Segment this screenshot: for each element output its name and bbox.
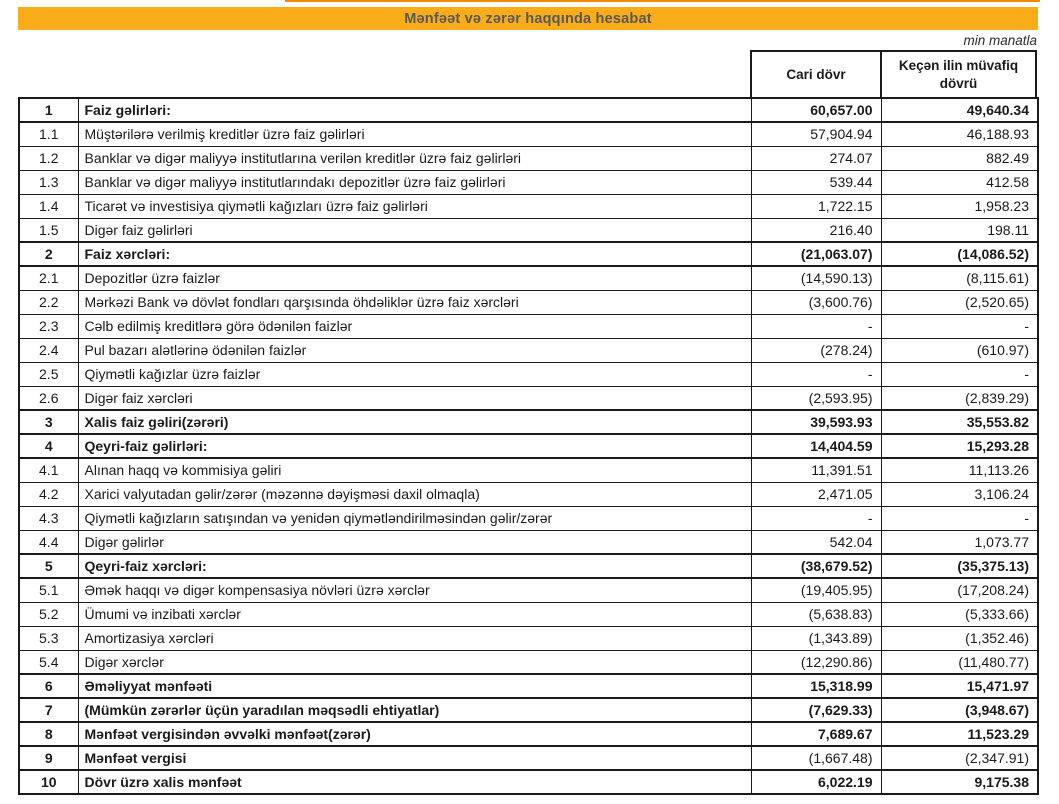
row-number: 2.1 [19, 266, 78, 290]
value-current: 216.40 [751, 218, 881, 242]
value-current: - [751, 506, 881, 530]
value-previous: 1,073.77 [881, 530, 1038, 554]
table-row [19, 482, 1038, 506]
value-current: 11,391.51 [751, 458, 881, 482]
row-label: Xarici valyutadan gəlir/zərər (məzənnə dəyişməsi daxil olmaqla) [78, 482, 751, 506]
row-label: Ticarət və investisiya qiymətli kağızları üzrə faiz gəlirləri [78, 194, 751, 218]
value-previous: (2,839.29) [881, 386, 1038, 410]
column-header-current: Cari dövr [786, 66, 846, 82]
row-number: 10 [19, 770, 78, 794]
table-row [19, 746, 1038, 770]
row-label: Əməliyyat mənfəəti [78, 674, 751, 698]
table-row [19, 98, 1038, 122]
row-label: Depozitlər üzrə faizlər [78, 266, 751, 290]
value-previous: (3,948.67) [881, 698, 1038, 722]
report-title-bar [18, 7, 1038, 30]
row-label: Əmək haqqı və digər kompensasiya növləri üzrə xərclər [78, 578, 751, 602]
table-row [19, 650, 1038, 674]
row-label: Digər faiz gəlirləri [78, 218, 751, 242]
row-label: Xalis faiz gəliri(zərəri) [78, 410, 751, 434]
value-previous: (1,352.46) [881, 626, 1038, 650]
value-current: 539.44 [751, 170, 881, 194]
table-row [19, 530, 1038, 554]
value-current: - [751, 314, 881, 338]
value-current: (1,343.89) [751, 626, 881, 650]
row-label: (Mümkün zərərlər üçün yaradılan məqsədli ehtiyatlar) [78, 698, 751, 722]
row-number: 1.2 [19, 146, 78, 170]
value-current: (2,593.95) [751, 386, 881, 410]
row-label: Digər xərclər [78, 650, 751, 674]
row-number: 4.1 [19, 458, 78, 482]
row-label: Digər faiz xərcləri [78, 386, 751, 410]
column-header-box [750, 50, 1037, 97]
value-current: 57,904.94 [751, 122, 881, 146]
row-label: Mənfəət vergisi [78, 746, 751, 770]
table-row [19, 578, 1038, 602]
row-number: 5.4 [19, 650, 78, 674]
table-row [19, 242, 1038, 266]
table-row [19, 698, 1038, 722]
row-label: Pul bazarı alətlərinə ödənilən faizlər [78, 338, 751, 362]
report-title: Mənfəət və zərər haqqında hesabat [404, 10, 652, 27]
value-previous: (2,520.65) [881, 290, 1038, 314]
value-previous: 882.49 [881, 146, 1038, 170]
row-number: 2.3 [19, 314, 78, 338]
value-previous: 3,106.24 [881, 482, 1038, 506]
row-number: 9 [19, 746, 78, 770]
table-row [19, 122, 1038, 146]
value-current: 60,657.00 [751, 98, 881, 122]
value-previous: 1,958.23 [881, 194, 1038, 218]
row-label: Müştərilərə verilmiş kreditlər üzrə faiz gəlirləri [78, 122, 751, 146]
row-number: 5.2 [19, 602, 78, 626]
table-row [19, 674, 1038, 698]
row-number: 8 [19, 722, 78, 746]
value-previous: 412.58 [881, 170, 1038, 194]
table-row [19, 146, 1038, 170]
value-current: (38,679.52) [751, 554, 881, 578]
table-row [19, 722, 1038, 746]
row-number: 1.5 [19, 218, 78, 242]
value-previous: (14,086.52) [881, 242, 1038, 266]
value-current: (14,590.13) [751, 266, 881, 290]
value-current: 15,318.99 [751, 674, 881, 698]
row-label: Faiz gəlirləri: [78, 98, 751, 122]
row-number: 3 [19, 410, 78, 434]
value-current: (7,629.33) [751, 698, 881, 722]
table-row [19, 266, 1038, 290]
unit-note: min manatla [963, 33, 1037, 48]
row-label: Mənfəət vergisindən əvvəlki mənfəət(zərər) [78, 722, 751, 746]
value-previous: (11,480.77) [881, 650, 1038, 674]
value-current: 274.07 [751, 146, 881, 170]
value-current: (278.24) [751, 338, 881, 362]
row-label: Faiz xərcləri: [78, 242, 751, 266]
table-body [19, 98, 1038, 794]
row-number: 4 [19, 434, 78, 458]
value-previous: 46,188.93 [881, 122, 1038, 146]
row-label: Dövr üzrə xalis mənfəət [78, 770, 751, 794]
table-row [19, 506, 1038, 530]
value-previous: 9,175.38 [881, 770, 1038, 794]
row-number: 2.5 [19, 362, 78, 386]
row-label: Qiymətli kağızların satışından və yenidən qiymətləndirilməsindən gəlir/zərər [78, 506, 751, 530]
row-label: Banklar və digər maliyyə institutlarındakı depozitlər üzrə faiz gəlirləri [78, 170, 751, 194]
row-number: 4.2 [19, 482, 78, 506]
row-label: Qeyri-faiz gəlirləri: [78, 434, 751, 458]
value-previous: (17,208.24) [881, 578, 1038, 602]
row-label: Qiymətli kağızlar üzrə faizlər [78, 362, 751, 386]
value-previous: 49,640.34 [881, 98, 1038, 122]
top-accent-strip [285, 0, 1040, 2]
table-row [19, 554, 1038, 578]
value-previous: 198.11 [881, 218, 1038, 242]
row-number: 1 [19, 98, 78, 122]
value-current: 39,593.93 [751, 410, 881, 434]
row-number: 4.4 [19, 530, 78, 554]
value-current: 2,471.05 [751, 482, 881, 506]
value-current: 7,689.67 [751, 722, 881, 746]
table-row [19, 386, 1038, 410]
table-row [19, 770, 1038, 794]
row-label: Qeyri-faiz xərcləri: [78, 554, 751, 578]
value-previous: (8,115.61) [881, 266, 1038, 290]
value-previous: 35,553.82 [881, 410, 1038, 434]
value-previous: - [881, 506, 1038, 530]
row-label: Digər gəlirlər [78, 530, 751, 554]
value-current: 542.04 [751, 530, 881, 554]
value-current: (19,405.95) [751, 578, 881, 602]
table-row [19, 410, 1038, 434]
table-row [19, 362, 1038, 386]
row-number: 2.6 [19, 386, 78, 410]
row-number: 2.4 [19, 338, 78, 362]
profit-loss-table [18, 97, 1039, 795]
table-row [19, 434, 1038, 458]
value-previous: (35,375.13) [881, 554, 1038, 578]
row-label: Mərkəzi Bank və dövlət fondları qarşısında öhdəliklər üzrə faiz xərcləri [78, 290, 751, 314]
value-previous: 15,471.97 [881, 674, 1038, 698]
value-previous: 15,293.28 [881, 434, 1038, 458]
table-row [19, 338, 1038, 362]
value-previous: - [881, 314, 1038, 338]
row-number: 4.3 [19, 506, 78, 530]
value-current: (1,667.48) [751, 746, 881, 770]
value-previous: (610.97) [881, 338, 1038, 362]
row-label: Cəlb edilmiş kreditlərə görə ödənilən faizlər [78, 314, 751, 338]
value-previous: - [881, 362, 1038, 386]
value-previous: (5,333.66) [881, 602, 1038, 626]
value-current: 1,722.15 [751, 194, 881, 218]
value-previous: 11,113.26 [881, 458, 1038, 482]
table-row [19, 290, 1038, 314]
value-current: (3,600.76) [751, 290, 881, 314]
table-row [19, 218, 1038, 242]
value-current: 14,404.59 [751, 434, 881, 458]
row-number: 1.3 [19, 170, 78, 194]
table-row [19, 458, 1038, 482]
row-number: 2 [19, 242, 78, 266]
value-previous: 11,523.29 [881, 722, 1038, 746]
row-label: Alınan haqq və kommisiya gəliri [78, 458, 751, 482]
table-row [19, 194, 1038, 218]
row-number: 1.1 [19, 122, 78, 146]
row-label: Amortizasiya xərcləri [78, 626, 751, 650]
row-number: 7 [19, 698, 78, 722]
row-number: 6 [19, 674, 78, 698]
value-current: (12,290.86) [751, 650, 881, 674]
row-number: 1.4 [19, 194, 78, 218]
table-row [19, 626, 1038, 650]
value-previous: (2,347.91) [881, 746, 1038, 770]
row-number: 5 [19, 554, 78, 578]
value-current: 6,022.19 [751, 770, 881, 794]
row-label: Ümumi və inzibati xərclər [78, 602, 751, 626]
row-label: Banklar və digər maliyyə institutlarına verilən kreditlər üzrə faiz gəlirləri [78, 146, 751, 170]
value-current: (21,063.07) [751, 242, 881, 266]
column-header-previous: Keçən ilin müvafiq dövrü [880, 52, 1035, 97]
table-row [19, 602, 1038, 626]
row-number: 5.3 [19, 626, 78, 650]
table-row [19, 314, 1038, 338]
value-current: - [751, 362, 881, 386]
row-number: 2.2 [19, 290, 78, 314]
row-number: 5.1 [19, 578, 78, 602]
table-row [19, 170, 1038, 194]
value-current: (5,638.83) [751, 602, 881, 626]
